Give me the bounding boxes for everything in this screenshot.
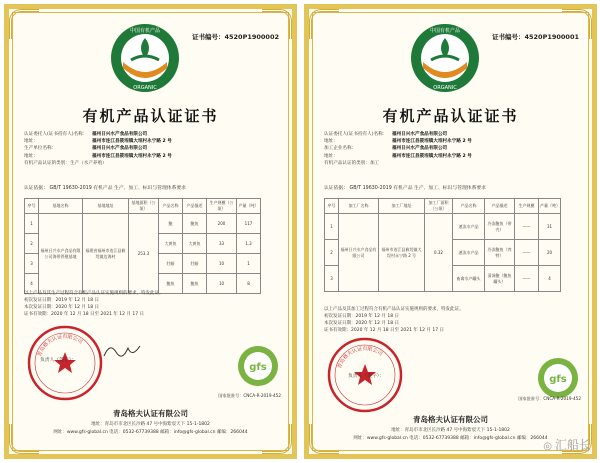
certification-standard: 认证依据： GB/T 19630-2019 有机产品 生产、加工、标识与管理体系要求 [24,186,186,191]
certificate-right [304,4,597,459]
table-header-row: 序号 加工厂名称 加工厂地址 加工厂面积（公顷） 产品名称 产品描述 生产规模 产量（吨） [325,199,561,214]
products-table [324,198,561,292]
certification-standard: 认证依据： GB/T 19630-2019 有机产品 生产、加工、标识与管理体系要求 [324,186,486,191]
china-organic-logo-icon [109,22,181,94]
logo-top-text: 中国有机产品 [429,28,461,34]
svg-text:gfs: gfs [249,362,267,373]
issuer-address: 地址：青岛市市北区长沙路 47 号中海紫宸天下 15-1-1802 [91,422,210,427]
table-row: 2 速冻水产品 冷冻鲍鱼（肉特） —— 20 [325,240,561,266]
logo-top-text: 中国有机产品 [129,28,161,34]
issuer-name: 青岛格夫认证有限公司 [113,409,188,418]
watermark [543,436,591,453]
certificate-notes: 以上产品及其生产过程符合有机产品认证实施规则的要求，特发此证。 初次发证日期：2019 年 12 月 18 日 本次发证日期：2020 年 12 月 18 日 证书有效期：2020 年 12 月 18 日至 2021 年 12 月 17 日 [24,291,164,317]
table-row: 1 福州日兴水产食品有限公司 福州市连江县筱埕镇大埕村永宁路 2 号 0.32 速冻水产品 冷冻鲍鱼（带壳） —— 31 [325,214,561,240]
issuer-name: 青岛格夫认证有限公司 [413,415,488,424]
certificate-info: 认证委托人(证书持有人)名称： 福州日兴水产食品有限公司 地址： 福州市连江县筱埕镇大埕村永宁路 2 号 生产单位名称： 福州日兴水产食品有限公司 地址： 福州市连江县筱埕镇大埕村永宁路 2 号 有机产品认证的类别：生产（水产养殖） [24,132,172,166]
company-seal-icon [26,324,104,402]
gfs-logo-icon [236,344,280,388]
svg-text:gfs: gfs [549,374,567,385]
svg-text:青岛格夫认证有限公司: 青岛格夫认证有限公司 [36,333,84,358]
certificate-left [4,4,297,459]
certificate-number: 证书编号：4520P1900001 [491,33,579,41]
table-row: 4 鲍鱼 鲍鱼 10 8 [25,274,261,294]
table-row: 2 大黄鱼 大黄鱼 33 1.3 [25,234,261,254]
logo-bottom-text: ORGANIC [133,85,157,91]
gfs-logo-icon [536,356,580,400]
signer-label: 负责人（签字）： [40,358,76,363]
certificate-info: 认证委托人(证书持有人)名称： 福州日兴水产食品有限公司 地址： 福州市连江县筱埕镇大埕村永宁路 2 号 加工企业名称： 福州日兴水产食品有限公司 地址： 福州市连江县筱埕镇大埕村永宁路 2 号 有机产品认证的类别：加工 [324,132,472,166]
issuer-contact: 网址：www.gfs-global.cn 电话：0532-67739388 邮箱：info@gfs-global.cn 邮编：266044 [53,430,248,435]
watermark-text: 汇船长 [554,438,591,452]
table-header-row: 序号 基地名称 基地地址 基地面积（公顷） 产品名称 产品描述 生产规模（公顷） 产量（吨） [25,199,261,214]
certificate-notes: 以上产品及其加工过程符合有机产品认证实施规则的要求，特发此证。 初次发证日期：2019 年 12 月 18 日 本次发证日期：2020 年 12 月 18 日 证书有效期：2020 年 12 月 18 日至 2021 年 12 月 17 日 [324,307,464,333]
issuer-contact: 网址：www.gfs-global.cn 电话：0532-67739388 邮箱：info@gfs-global.cn 邮编：266044 [353,436,548,441]
table-row: 3 畜禽水产罐头 清汤鲍（鲍鱼罐头） —— 4 [325,266,561,292]
svg-text:青岛格夫认证有限公司: 青岛格夫认证有限公司 [336,345,384,370]
signature-icon [102,340,142,362]
china-organic-logo-icon [409,22,481,94]
signer-label: 负责人（签字）： [348,374,384,379]
certificate-title: 有机产品认证证书 [382,107,519,125]
wechat-icon: ◎ [543,441,552,452]
certificate-number: 证书编号：4520P1900002 [191,33,279,41]
table-row: 1 福州日兴水产食品有限公司海带养殖基地 福建省福州市连江县筱埕镇边海村 253.3 鲍 鲍鱼 200 117 [25,214,261,234]
issuer-address: 地址：青岛市市北区长沙路 47 号中海紫宸天下 15-1-1802 [391,428,510,433]
corner-ornament [9,9,39,39]
corner-ornament [309,9,339,39]
approval-number: 国家批准号：CNCA-R-2019-452 [518,396,581,401]
approval-number: 国家批准号：CNCA-R-2019-452 [218,393,281,398]
issuer-block [4,408,297,435]
table-row: 3 牡蛎 牡蛎 10 1 [25,254,261,274]
logo-bottom-text: ORGANIC [433,85,457,91]
certificate-title: 有机产品认证证书 [82,107,219,125]
products-table [24,198,261,294]
